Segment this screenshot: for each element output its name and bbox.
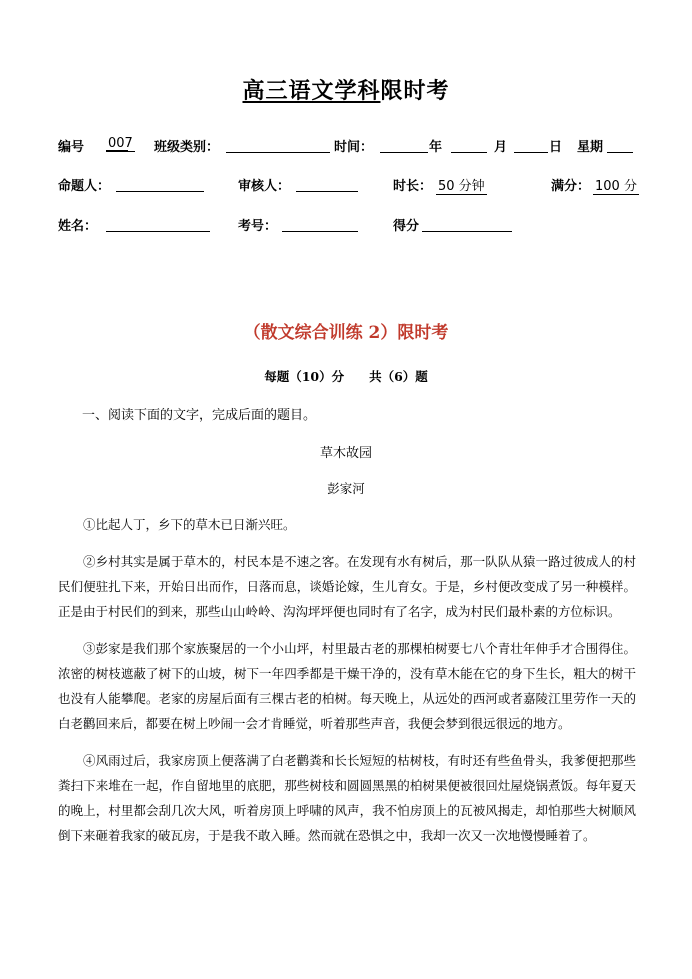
score-label: 满分： bbox=[551, 179, 591, 194]
month-label: 月 bbox=[494, 140, 508, 155]
day-blank[interactable] bbox=[514, 138, 548, 153]
result-blank[interactable] bbox=[422, 217, 512, 232]
year-label: 年 bbox=[429, 140, 443, 155]
exam-no-label: 考号： bbox=[238, 219, 278, 234]
weekday-blank[interactable] bbox=[607, 138, 633, 153]
title-rest: 限时考 bbox=[380, 79, 450, 104]
header-row-2 bbox=[58, 175, 648, 197]
year-blank[interactable] bbox=[380, 138, 428, 153]
section-title: （散文综合训练 2）限时考 bbox=[243, 323, 449, 343]
paragraph: ②乡村其实是属于草木的，村民本是不速之客。在发现有水有树后，那一队队从猿一路过彼成人的村民们便驻扎下来，开始日出而作，日落而息，谈婚论嫁，生儿育女。于是，乡村便改变成了另一种模样。正是由于村民们的到来，那些山山岭岭、沟沟坪坪便也同时有了名字，成为村民们最朴素的方位标识。 bbox=[58, 554, 636, 619]
setter-label: 命题人： bbox=[58, 179, 111, 194]
result-label: 得分 bbox=[393, 219, 420, 234]
paragraph: ③彭家是我们那个家族聚居的一个小山坪，村里最古老的那棵柏树要七八个青壮年伸手才合围得住。浓密的树枝遮蔽了树下的山坡，树下一年四季都是干燥干净的，没有草木能在它的身下生长，粗大的树干也没有人能攀爬。老家的房屋后面有三棵古老的柏树。每天晚上，从远处的西河或者嘉陵江里劳作一天的白老鹳回来后，都要在树上吵闹一会才肯睡觉，听着那些声音，我便会梦到很远很远的地方。 bbox=[58, 641, 636, 731]
serial-number: 007 bbox=[108, 136, 133, 151]
score-value: 100 分 bbox=[593, 175, 639, 195]
name-label: 姓名： bbox=[58, 219, 98, 234]
day-label: 日 bbox=[549, 140, 563, 155]
instruction: 一、阅读下面的文字，完成后面的题目。 bbox=[82, 408, 317, 423]
exam-no-blank[interactable] bbox=[282, 217, 358, 232]
section-meta: 每题（10）分 共（6）题 bbox=[264, 369, 428, 384]
class-blank[interactable] bbox=[226, 138, 330, 153]
article-title: 草木故园 bbox=[319, 446, 372, 461]
duration-label: 时长： bbox=[393, 179, 433, 194]
paragraph: ①比起人丁，乡下的草木已日渐兴旺。 bbox=[83, 517, 296, 532]
reviewer-blank[interactable] bbox=[296, 177, 358, 192]
setter-blank[interactable] bbox=[116, 177, 204, 192]
serial-blank bbox=[106, 136, 128, 151]
month-blank[interactable] bbox=[451, 138, 487, 153]
header-row-3 bbox=[58, 215, 648, 237]
duration-value: 50 分钟 bbox=[436, 175, 487, 195]
reviewer-label: 审核人： bbox=[238, 179, 291, 194]
page-title bbox=[0, 74, 692, 105]
header-row-1 bbox=[58, 136, 648, 158]
weekday-label: 星期 bbox=[577, 140, 604, 155]
title-underlined-part: 高三语文学科 bbox=[242, 79, 381, 104]
serial-label: 编号 bbox=[58, 140, 85, 155]
paragraph: ④风雨过后，我家房顶上便落满了白老鹳粪和长长短短的枯树枝，有时还有些鱼骨头，我爹便把那些粪扫下来堆在一起，作自留地里的底肥，那些树枝和圆圆黑黑的柏树果便被很回灶屋烧锅煮饭。每年夏天的晚上，村里都会刮几次大风，听着房顶上呼啸的风声，我不怕房顶上的瓦被风揭走，却怕那些大树顺风倒下来砸着我家的破瓦房，于是我不敢入睡。然而就在恐惧之中，我却一次又一次地慢慢睡着了。 bbox=[58, 753, 636, 843]
article-body bbox=[58, 512, 636, 860]
time-label: 时间： bbox=[334, 140, 374, 155]
article-author: 彭家河 bbox=[327, 481, 365, 496]
class-label: 班级类别： bbox=[154, 140, 220, 155]
name-blank[interactable] bbox=[106, 217, 210, 232]
